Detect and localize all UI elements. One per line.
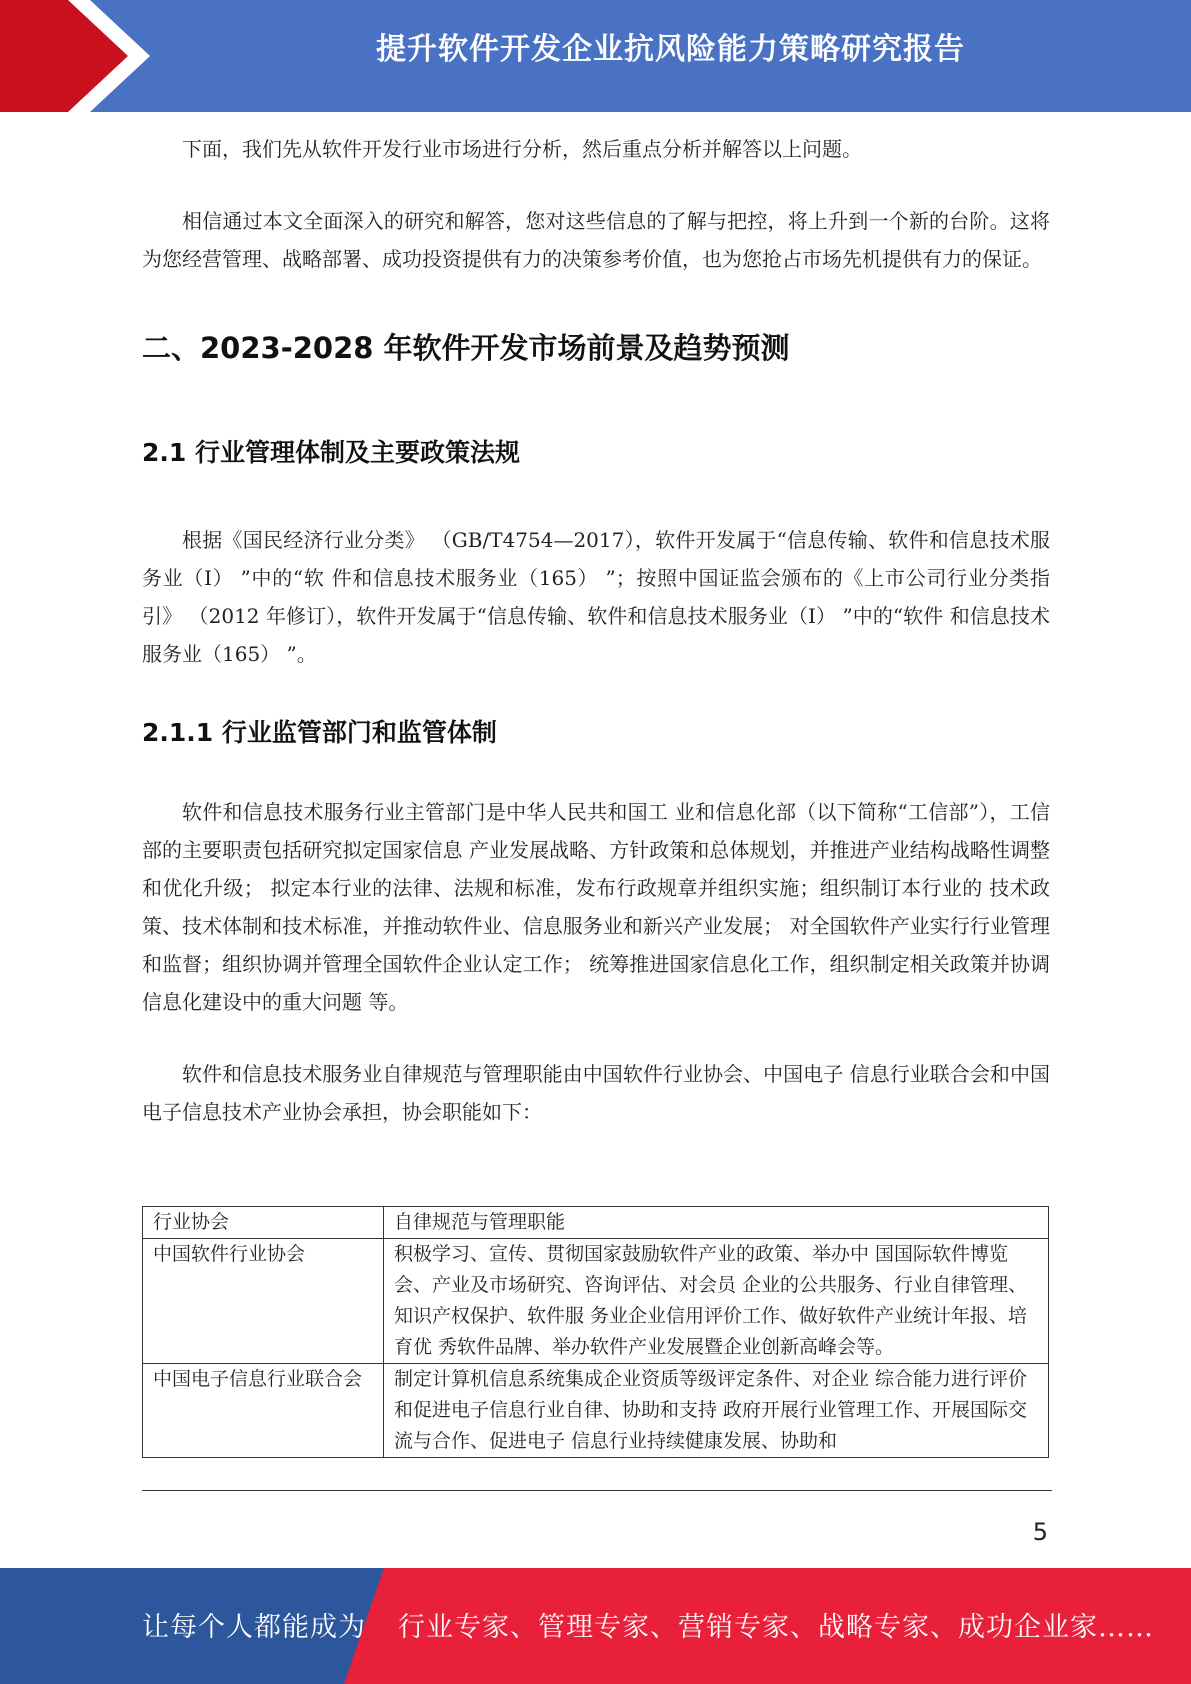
page-content	[142, 130, 1050, 1131]
table-header-cell: 自律规范与管理职能	[384, 1207, 1049, 1239]
association-name-cell: 中国软件行业协会	[143, 1239, 384, 1364]
table-header-row	[143, 1207, 1049, 1239]
regulator-paragraph: 软件和信息技术服务行业主管部门是中华人民共和国工 业和信息化部（以下简称“工信部”），工信部的主要职责包括研究拟定国家信息 产业发展战略、方针政策和总体规划，并推进产业结构战略性调整和优化升级； 拟定本行业的法律、法规和标准，发布行政规章并组织实施；组织制订本行业的 技术政策、技术体制和技术标准，并推动软件业、信息服务业和新兴产业发展； 对全国软件产业实行行业管理和监督；组织协调并管理全国软件企业认定工作； 统筹推进国家信息化工作，组织制定相关政策并协调信息化建设中的重大问题 等。	[142, 800, 1050, 1014]
association-duties-cell: 制定计算机信息系统集成企业资质等级评定条件、对企业 综合能力进行评价和促进电子信息行业自律、协助和支持 政府开展行业管理工作、开展国际交流与合作、促进电子 信息行业持续健康发展、协助和	[384, 1364, 1049, 1458]
subsection-heading: 2.1 行业管理体制及主要政策法规	[142, 438, 520, 467]
table-row	[143, 1364, 1049, 1458]
association-duties-cell: 积极学习、宣传、贯彻国家鼓励软件产业的政策、举办中 国国际软件博览会、产业及市场研究、咨询评估、对会员 企业的公共服务、行业自律管理、知识产权保护、软件服 务业企业信用评价工作、做好软件产业统计年报、培育优 秀软件品牌、举办软件产业发展暨企业创新高峰会等。	[384, 1239, 1049, 1364]
association-table-container	[142, 1206, 1052, 1491]
association-name-cell: 中国电子信息行业联合会	[143, 1364, 384, 1458]
section-heading: 二、2023-2028 年软件开发市场前景及趋势预测	[142, 331, 790, 365]
classification-paragraph: 根据《国民经济行业分类》 （GB/T4754—2017），软件开发属于“信息传输、软件和信息技术服务业（I） ”中的“软 件和信息技术服务业（165） ”；按照中国证监会颁布的《上市公司行业分类指引》 （2012 年修订），软件开发属于“信息传输、软件和信息技术服务业（I） ”中的“软件 和信息技术服务业（165） ”。	[142, 528, 1050, 666]
table-row	[143, 1239, 1049, 1364]
table-header-cell: 行业协会	[143, 1207, 384, 1239]
footer-slogan-left: 让每个人都能成为	[142, 1612, 366, 1643]
association-table	[142, 1206, 1049, 1458]
page-header	[0, 0, 1191, 112]
page-footer	[0, 1568, 1191, 1684]
report-title: 提升软件开发企业抗风险能力策略研究报告	[376, 32, 965, 67]
subsubsection-heading: 2.1.1 行业监管部门和监管体制	[142, 718, 497, 747]
intro-paragraph-1: 下面，我们先从软件开发行业市场进行分析，然后重点分析并解答以上问题。	[182, 137, 862, 161]
page-number: 5	[1032, 1518, 1048, 1546]
self-regulation-paragraph: 软件和信息技术服务业自律规范与管理职能由中国软件行业协会、中国电子 信息行业联合会和中国电子信息技术产业协会承担，协会职能如下：	[142, 1062, 1050, 1124]
intro-paragraph-2: 相信通过本文全面深入的研究和解答，您对这些信息的了解与把控，将上升到一个新的台阶。这将为您经营管理、战略部署、成功投资提供有力的决策参考价值，也为您抢占市场先机提供有力的保证。	[142, 209, 1050, 271]
footer-slogan-right: 行业专家、管理专家、营销专家、战略专家、成功企业家……	[398, 1612, 1154, 1643]
